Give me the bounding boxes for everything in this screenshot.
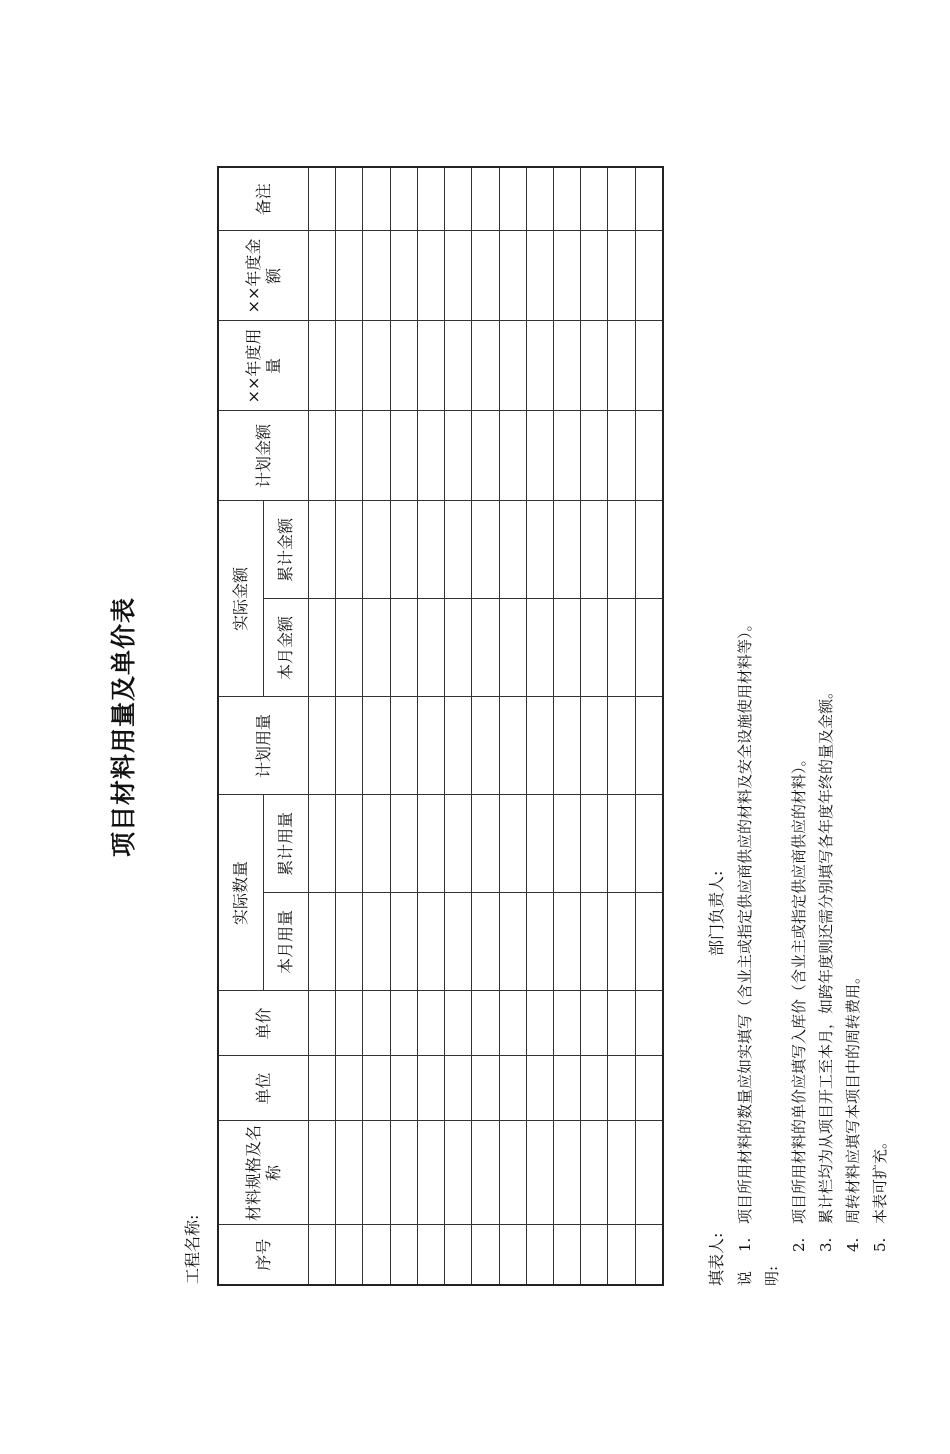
header-month-amount: 本月金额 (264, 599, 309, 697)
table-cell[interactable] (499, 991, 526, 1056)
header-actual-amount: 实际金额 (218, 501, 264, 697)
table-cell[interactable] (526, 991, 553, 1056)
filler-label: 填表人: (707, 1232, 726, 1286)
header-year-qty: ××年度用量 (218, 321, 309, 411)
table-cell[interactable] (608, 231, 635, 321)
table-cell[interactable] (526, 795, 553, 893)
table-cell[interactable] (526, 697, 553, 795)
header-cum-amount: 累计金额 (264, 501, 309, 599)
table-cell[interactable] (581, 231, 608, 321)
project-name-label: 工程名称: (183, 1214, 202, 1284)
table-cell[interactable] (472, 893, 499, 991)
table-cell[interactable] (336, 1225, 363, 1285)
table-cell[interactable] (635, 1121, 663, 1225)
table-row (472, 167, 499, 1285)
table-cell[interactable] (309, 321, 336, 411)
header-unit: 单位 (218, 1056, 309, 1121)
table-cell[interactable] (336, 231, 363, 321)
table-cell[interactable] (526, 167, 553, 231)
table-cell[interactable] (553, 991, 580, 1056)
table-cell[interactable] (336, 991, 363, 1056)
table-cell[interactable] (417, 1056, 444, 1121)
table-cell[interactable] (417, 795, 444, 893)
table-row (526, 167, 553, 1285)
table-cell[interactable] (472, 321, 499, 411)
table-cell[interactable] (499, 1225, 526, 1285)
table-cell[interactable] (553, 1121, 580, 1225)
note-item (840, 616, 867, 1286)
table-cell[interactable] (390, 501, 417, 599)
table-cell[interactable] (363, 1225, 390, 1285)
note-number: 5. (871, 1237, 889, 1252)
table-cell[interactable] (390, 599, 417, 697)
table-cell[interactable] (336, 1056, 363, 1121)
table-cell[interactable] (363, 991, 390, 1056)
table-cell[interactable] (445, 1225, 472, 1285)
table-cell[interactable] (336, 167, 363, 231)
table-cell[interactable] (445, 1121, 472, 1225)
table-cell[interactable] (445, 599, 472, 697)
header-seq: 序号 (218, 1225, 309, 1285)
note-item (786, 616, 813, 1286)
header-remark: 备注 (218, 167, 309, 231)
table-cell[interactable] (417, 1121, 444, 1225)
table-cell[interactable] (336, 1121, 363, 1225)
table-cell[interactable] (499, 599, 526, 697)
note-text: 项目所用材料的数量应如实填写（含业主或指定供应商供应的材料及安全设施使用材料等）。 (736, 616, 754, 1224)
table-cell[interactable] (363, 795, 390, 893)
table-cell[interactable] (608, 1121, 635, 1225)
table-cell[interactable] (608, 411, 635, 501)
table-cell[interactable] (390, 795, 417, 893)
table-cell[interactable] (336, 893, 363, 991)
table-cell[interactable] (363, 321, 390, 411)
table-cell[interactable] (635, 321, 663, 411)
table-cell[interactable] (417, 1225, 444, 1285)
table-cell[interactable] (390, 991, 417, 1056)
table-cell[interactable] (363, 1056, 390, 1121)
table-cell[interactable] (472, 167, 499, 231)
table-cell[interactable] (417, 599, 444, 697)
table-cell[interactable] (336, 697, 363, 795)
table-cell[interactable] (608, 795, 635, 893)
table-cell[interactable] (445, 991, 472, 1056)
note-item (867, 616, 894, 1286)
table-cell[interactable] (363, 599, 390, 697)
table-cell[interactable] (635, 167, 663, 231)
table-cell[interactable] (553, 501, 580, 599)
table-cell[interactable] (635, 893, 663, 991)
table-cell[interactable] (553, 167, 580, 231)
table-cell[interactable] (553, 1056, 580, 1121)
table-cell[interactable] (309, 697, 336, 795)
table-cell[interactable] (445, 795, 472, 893)
table-cell[interactable] (553, 795, 580, 893)
table-cell[interactable] (417, 991, 444, 1056)
table-cell[interactable] (472, 1056, 499, 1121)
table-body (309, 167, 664, 1285)
table-row (581, 167, 608, 1285)
table-cell[interactable] (499, 321, 526, 411)
note-text: 本表可扩充。 (871, 1133, 889, 1224)
table-cell[interactable] (390, 167, 417, 231)
table-cell[interactable] (472, 231, 499, 321)
table-cell[interactable] (309, 599, 336, 697)
table-cell[interactable] (526, 599, 553, 697)
table-cell[interactable] (608, 991, 635, 1056)
table-cell[interactable] (363, 231, 390, 321)
table-cell[interactable] (309, 1056, 336, 1121)
table-cell[interactable] (309, 991, 336, 1056)
table-row (363, 167, 390, 1285)
page-title: 项目材料用量及单价表 (109, 597, 138, 858)
table-cell[interactable] (309, 893, 336, 991)
table-cell[interactable] (581, 795, 608, 893)
table-cell[interactable] (390, 321, 417, 411)
table-cell[interactable] (390, 1121, 417, 1225)
table-cell[interactable] (499, 893, 526, 991)
note-item (813, 616, 840, 1286)
table-cell[interactable] (553, 1225, 580, 1285)
table-cell[interactable] (472, 1225, 499, 1285)
table-cell[interactable] (581, 321, 608, 411)
table-cell[interactable] (581, 167, 608, 231)
note-text: 周转材料应填写本项目中的周转费用。 (844, 968, 862, 1224)
table-cell[interactable] (499, 411, 526, 501)
table-cell[interactable] (309, 501, 336, 599)
table-cell[interactable] (363, 697, 390, 795)
table-cell[interactable] (608, 1225, 635, 1285)
dept-head-label: 部门负责人: (707, 870, 726, 956)
table-cell[interactable] (581, 1225, 608, 1285)
table-cell[interactable] (635, 1225, 663, 1285)
table-cell[interactable] (472, 795, 499, 893)
table-cell[interactable] (526, 411, 553, 501)
table-cell[interactable] (363, 167, 390, 231)
table-cell[interactable] (526, 231, 553, 321)
header-cum-qty: 累计用量 (264, 795, 309, 893)
note-number: 3. (817, 1237, 835, 1252)
table-cell[interactable] (499, 167, 526, 231)
note-number: 2. (790, 1237, 808, 1252)
table-cell[interactable] (390, 411, 417, 501)
table-cell[interactable] (336, 795, 363, 893)
notes-prefix: 说明: (736, 1265, 781, 1286)
header-material: 材料规格及名称 (218, 1121, 309, 1225)
table-cell[interactable] (635, 501, 663, 599)
table-cell[interactable] (553, 599, 580, 697)
header-year-amount: ××年度金额 (218, 231, 309, 321)
table-cell[interactable] (363, 501, 390, 599)
table-cell[interactable] (608, 167, 635, 231)
table-cell[interactable] (553, 321, 580, 411)
table-cell[interactable] (445, 697, 472, 795)
table-cell[interactable] (499, 697, 526, 795)
table-cell[interactable] (635, 795, 663, 893)
table-cell[interactable] (472, 991, 499, 1056)
table-cell[interactable] (526, 501, 553, 599)
table-cell[interactable] (336, 501, 363, 599)
header-plan-qty: 计划用量 (218, 697, 309, 795)
table-cell[interactable] (390, 1056, 417, 1121)
table-row (499, 167, 526, 1285)
table-cell[interactable] (417, 167, 444, 231)
table-cell[interactable] (417, 697, 444, 795)
table-cell[interactable] (499, 795, 526, 893)
table-cell[interactable] (417, 231, 444, 321)
table-cell[interactable] (309, 231, 336, 321)
table-cell[interactable] (309, 411, 336, 501)
table-cell[interactable] (526, 1056, 553, 1121)
table-cell[interactable] (417, 501, 444, 599)
header-actual-qty: 实际数量 (218, 795, 264, 991)
table-row (336, 167, 363, 1285)
table-cell[interactable] (336, 599, 363, 697)
table-row (553, 167, 580, 1285)
table-cell[interactable] (635, 599, 663, 697)
table-cell[interactable] (499, 501, 526, 599)
table-cell[interactable] (635, 411, 663, 501)
table-cell[interactable] (309, 167, 336, 231)
table-cell[interactable] (608, 1056, 635, 1121)
table-cell[interactable] (309, 1121, 336, 1225)
table-cell[interactable] (608, 599, 635, 697)
note-text: 项目所用材料的单价应填写入库价（含业主或指定供应商供应的材料）。 (790, 751, 808, 1224)
table-cell[interactable] (472, 501, 499, 599)
table-cell[interactable] (553, 697, 580, 795)
table-row (309, 167, 336, 1285)
note-number: 1. (736, 1237, 754, 1252)
material-table (217, 168, 664, 1286)
table-cell[interactable] (581, 1056, 608, 1121)
table-cell[interactable] (608, 501, 635, 599)
table-cell[interactable] (635, 991, 663, 1056)
table-cell[interactable] (445, 167, 472, 231)
table-cell[interactable] (581, 411, 608, 501)
table-row (608, 167, 635, 1285)
table-cell[interactable] (472, 599, 499, 697)
table-cell[interactable] (309, 795, 336, 893)
table-cell[interactable] (309, 1225, 336, 1285)
table-cell[interactable] (526, 1225, 553, 1285)
table-cell[interactable] (608, 321, 635, 411)
note-number: 4. (844, 1237, 862, 1252)
table-cell[interactable] (336, 321, 363, 411)
table-row (635, 167, 663, 1285)
header-price: 单价 (218, 991, 309, 1056)
table-cell[interactable] (390, 893, 417, 991)
table-cell[interactable] (472, 697, 499, 795)
table-row (445, 167, 472, 1285)
table-cell[interactable] (390, 1225, 417, 1285)
table-cell[interactable] (336, 411, 363, 501)
table-cell[interactable] (608, 893, 635, 991)
table-cell[interactable] (581, 697, 608, 795)
table-cell[interactable] (581, 501, 608, 599)
table-cell[interactable] (390, 697, 417, 795)
table-cell[interactable] (417, 893, 444, 991)
table-cell[interactable] (417, 411, 444, 501)
table-cell[interactable] (363, 411, 390, 501)
table-cell[interactable] (608, 697, 635, 795)
table-cell[interactable] (581, 1121, 608, 1225)
table-cell[interactable] (553, 893, 580, 991)
table-cell[interactable] (390, 231, 417, 321)
header-month-qty: 本月用量 (264, 893, 309, 991)
note-text: 累计栏均为从项目开工至本月，如跨年度则还需分别填写各年度年终的量及金额。 (817, 683, 835, 1224)
table-row (390, 167, 417, 1285)
table-cell[interactable] (445, 411, 472, 501)
table-cell[interactable] (526, 893, 553, 991)
table-cell[interactable] (499, 231, 526, 321)
table-cell[interactable] (363, 893, 390, 991)
table-cell[interactable] (445, 501, 472, 599)
table-cell[interactable] (445, 231, 472, 321)
table-cell[interactable] (499, 1056, 526, 1121)
table-cell[interactable] (553, 411, 580, 501)
table-cell[interactable] (635, 231, 663, 321)
table-cell[interactable] (472, 411, 499, 501)
table-cell[interactable] (445, 1056, 472, 1121)
table-cell[interactable] (445, 321, 472, 411)
table-cell[interactable] (581, 599, 608, 697)
header-plan-amount: 计划金额 (218, 411, 309, 501)
table-cell[interactable] (445, 893, 472, 991)
table-cell[interactable] (635, 1056, 663, 1121)
table-cell[interactable] (553, 231, 580, 321)
table-cell[interactable] (472, 1121, 499, 1225)
table-cell[interactable] (363, 1121, 390, 1225)
table-cell[interactable] (526, 1121, 553, 1225)
table-cell[interactable] (635, 697, 663, 795)
note-item (732, 616, 786, 1286)
table-cell[interactable] (417, 321, 444, 411)
table-cell[interactable] (581, 991, 608, 1056)
table-cell[interactable] (499, 1121, 526, 1225)
notes (732, 616, 894, 1286)
table-cell[interactable] (581, 893, 608, 991)
table-row (417, 167, 444, 1285)
table-cell[interactable] (526, 321, 553, 411)
